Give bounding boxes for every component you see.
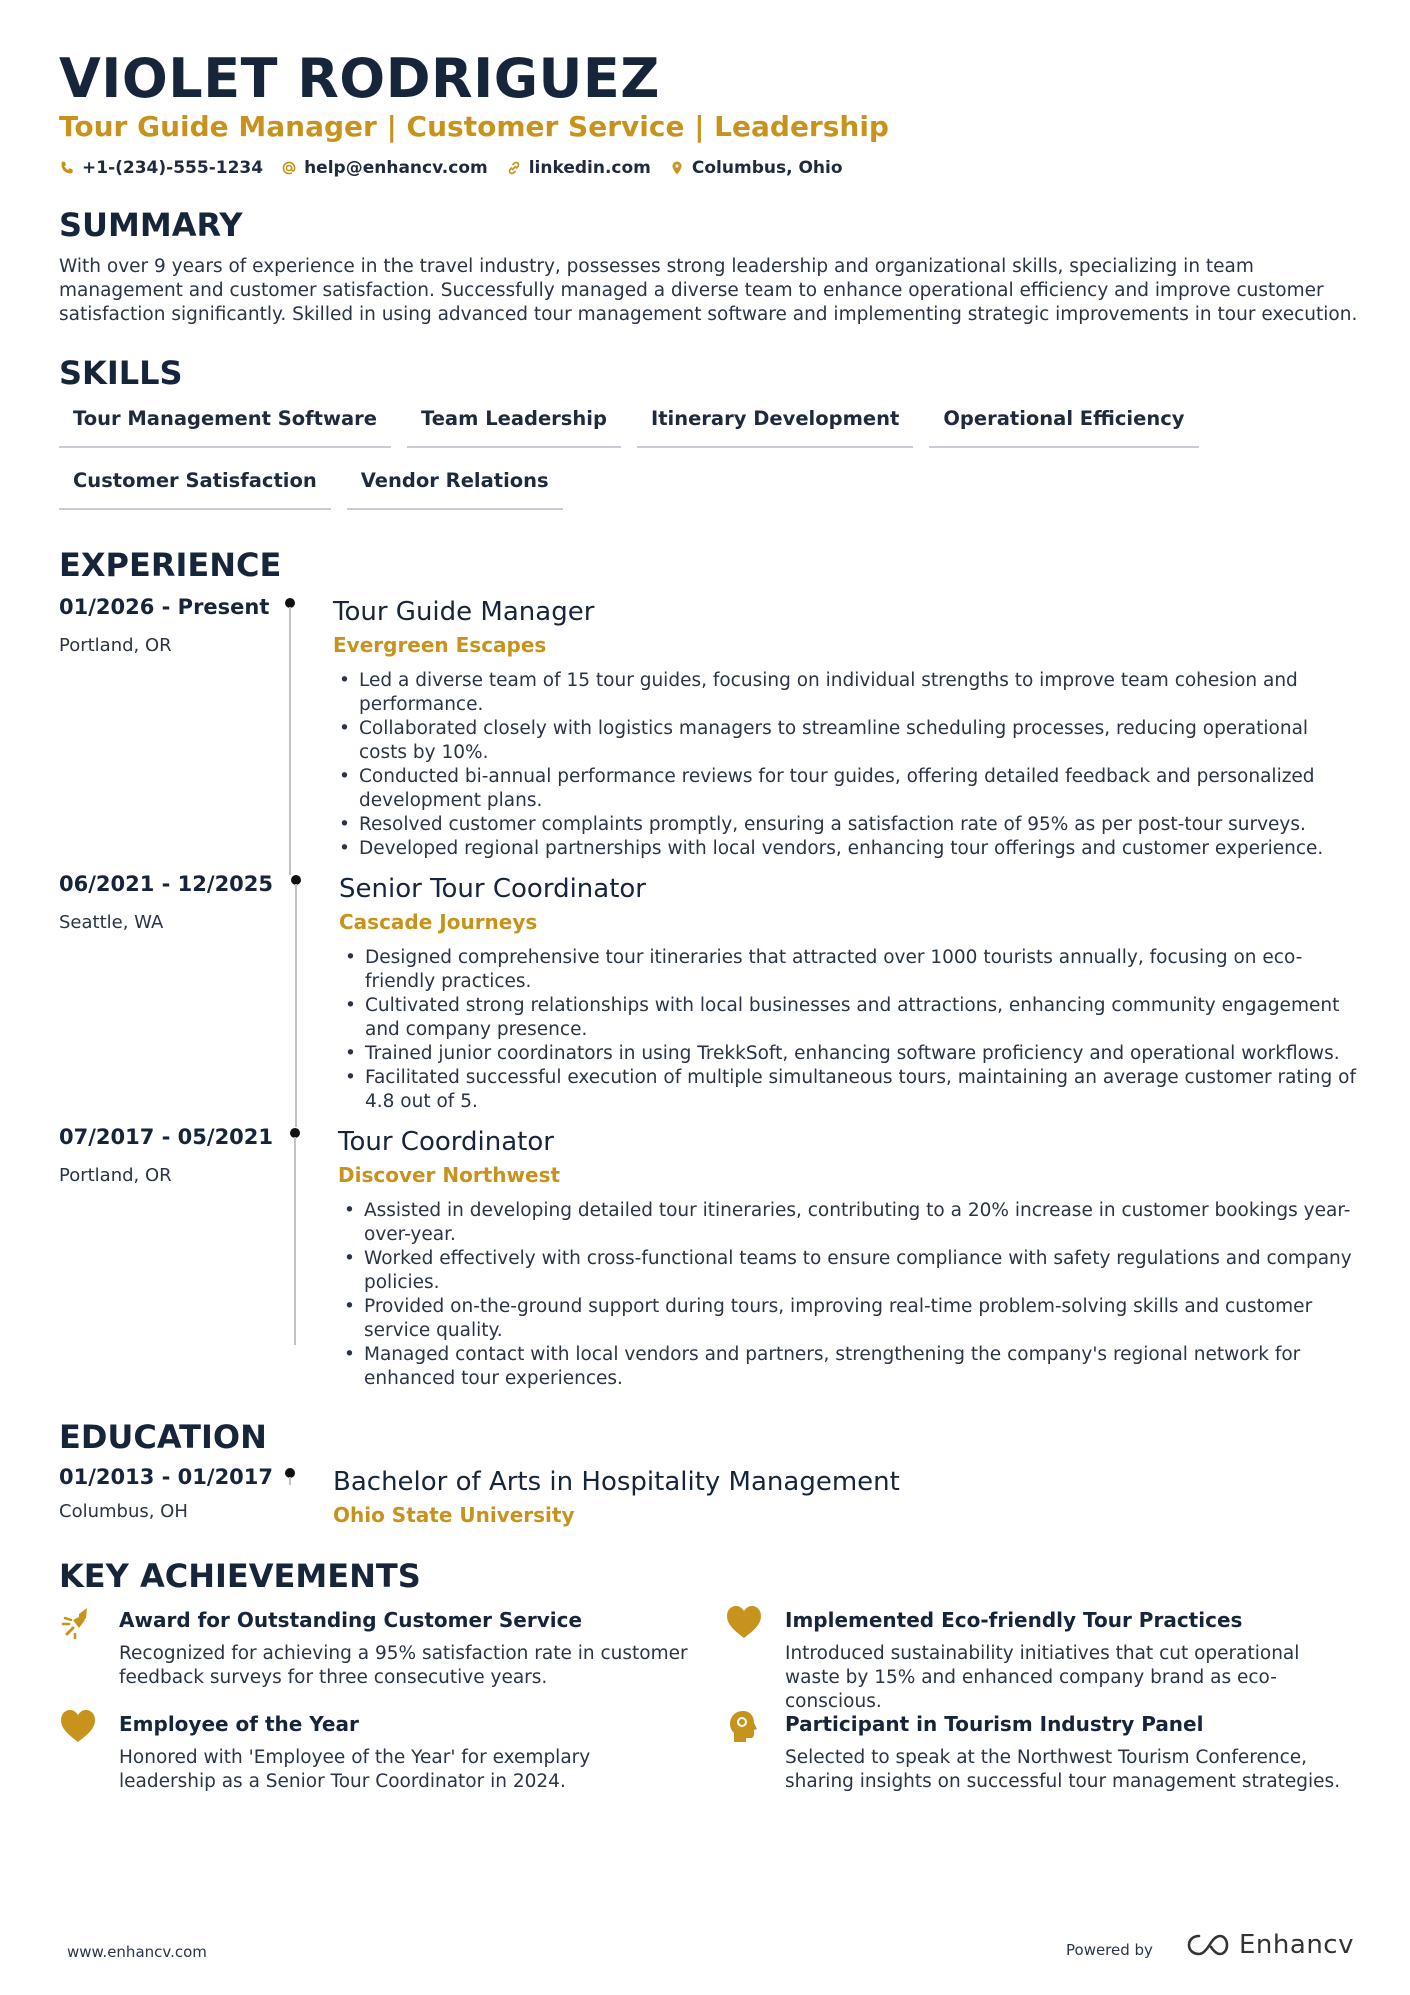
- candidate-headline: Tour Guide Manager | Customer Service | Leadership: [59, 110, 889, 143]
- footer-website[interactable]: www.enhancv.com: [67, 1943, 207, 1961]
- education-degree: Bachelor of Arts in Hospitality Management: [333, 1467, 900, 1497]
- at-icon: [281, 160, 297, 176]
- experience-date: 01/2026 - Present: [59, 595, 270, 619]
- timeline-line: [289, 607, 291, 875]
- location-text: Columbus, Ohio: [691, 158, 843, 178]
- bullet-item: • Assisted in developing detailed tour itineraries, contributing to a 20% increase in customer bookings year-over-year.: [338, 1199, 1359, 1247]
- enhancv-logo-icon: [1185, 1930, 1231, 1960]
- experience-bullets: [333, 669, 1359, 861]
- email-text: help@enhancv.com: [304, 158, 488, 178]
- experience-role: Tour Guide Manager: [333, 597, 595, 627]
- timeline-line: [294, 1137, 296, 1345]
- footer-brand: Enhancv: [1239, 1930, 1354, 1960]
- education-heading: EDUCATION: [59, 1418, 267, 1456]
- achievement-title: Implemented Eco-friendly Tour Practices: [785, 1608, 1243, 1632]
- education-body: [333, 1465, 1359, 1529]
- education-location: Columbus, OH: [59, 1501, 188, 1522]
- bullet-item: • Collaborated closely with logistics managers to streamline scheduling processes, reducing operational costs by 10%.: [333, 717, 1359, 765]
- experience-role: Tour Coordinator: [338, 1127, 554, 1157]
- contact-linkedin[interactable]: [506, 158, 651, 178]
- skill-tag: Operational Efficiency: [929, 402, 1198, 448]
- summary-heading: SUMMARY: [59, 206, 243, 244]
- experience-location: Portland, OR: [59, 1165, 172, 1186]
- experience-body: [338, 1125, 1359, 1391]
- bullet-item: • Worked effectively with cross-functional teams to ensure compliance with safety regulations and company policies.: [338, 1247, 1359, 1295]
- phone-text: +1-(234)-555-1234: [82, 158, 264, 178]
- skills-heading: SKILLS: [59, 354, 183, 392]
- experience-bullets: [339, 946, 1359, 1114]
- skill-tag: Team Leadership: [407, 402, 621, 448]
- bullet-item: • Cultivated strong relationships with local businesses and attractions, enhancing community engagement and company presence.: [339, 994, 1359, 1042]
- contact-location: [669, 158, 843, 178]
- bullet-item: • Led a diverse team of 15 tour guides, focusing on individual strengths to improve team cohesion and performance.: [333, 669, 1359, 717]
- bullet-item: • Provided on-the-ground support during tours, improving real-time problem-solving skills and customer service quality.: [338, 1295, 1359, 1343]
- bullet-item: • Managed contact with local vendors and partners, strengthening the company's regional network for enhanced tour experiences.: [338, 1343, 1359, 1391]
- footer-powered-by: Powered by: [1066, 1941, 1153, 1959]
- linkedin-text: linkedin.com: [528, 158, 651, 178]
- bullet-item: • Conducted bi-annual performance reviews for tour guides, offering detailed feedback and personalized development plans.: [333, 765, 1359, 813]
- experience-date: 06/2021 - 12/2025: [59, 872, 274, 896]
- experience-date: 07/2017 - 05/2021: [59, 1125, 274, 1149]
- contact-phone[interactable]: [59, 158, 263, 178]
- bullet-item: • Designed comprehensive tour itineraries that attracted over 1000 tourists annually, focusing on eco-friendly practices.: [339, 946, 1359, 994]
- experience-body: [339, 872, 1359, 1114]
- skill-tag: Vendor Relations: [347, 464, 563, 510]
- heart-icon: [59, 1708, 97, 1746]
- summary-text: With over 9 years of experience in the travel industry, possesses strong leadership and organizational skills, specializing in team management and customer satisfaction. Successfully managed a diverse team to enhance operational efficiency and improve customer satisfaction significantly. Skilled in using advanced tour management software and implementing strategic improvements in tour execution.: [59, 256, 1358, 325]
- link-icon: [506, 160, 522, 176]
- location-pin-icon: [669, 160, 685, 176]
- resume-page: [59, 0, 1359, 1995]
- achievement-description: Honored with 'Employee of the Year' for exemplary leadership as a Senior Tour Coordinator in 2024.: [119, 1747, 591, 1792]
- phone-icon: [59, 160, 75, 176]
- achievement-description: Introduced sustainability initiatives that cut operational waste by 15% and enhanced company brand as eco-conscious.: [785, 1643, 1300, 1712]
- head-icon: [725, 1708, 763, 1746]
- contact-bar: [59, 158, 843, 178]
- skill-tag: Tour Management Software: [59, 402, 391, 448]
- experience-company: Discover Northwest: [338, 1163, 561, 1187]
- skill-tag: Customer Satisfaction: [59, 464, 331, 510]
- achievement-title: Employee of the Year: [119, 1712, 359, 1736]
- education-date: 01/2013 - 01/2017: [59, 1465, 274, 1489]
- achievement-description: Selected to speak at the Northwest Tourism Conference, sharing insights on successful tour management strategies.: [785, 1747, 1341, 1792]
- rocket-icon: [59, 1604, 97, 1642]
- experience-location: Seattle, WA: [59, 912, 164, 933]
- timeline-line: [295, 884, 297, 1127]
- achievement-title: Award for Outstanding Customer Service: [119, 1608, 583, 1632]
- experience-company: Evergreen Escapes: [333, 633, 547, 657]
- bullet-item: • Facilitated successful execution of multiple simultaneous tours, maintaining an average customer rating of 4.8 out of 5.: [339, 1066, 1359, 1114]
- skills-list: [59, 402, 1359, 510]
- experience-body: [333, 595, 1359, 861]
- experience-heading: EXPERIENCE: [59, 546, 282, 584]
- experience-location: Portland, OR: [59, 635, 172, 656]
- experience-role: Senior Tour Coordinator: [339, 874, 646, 904]
- timeline-line: [289, 1477, 291, 1485]
- experience-bullets: [338, 1199, 1359, 1391]
- achievement-description: Recognized for achieving a 95% satisfaction rate in customer feedback surveys for three consecutive years.: [119, 1643, 688, 1688]
- achievement-title: Participant in Tourism Industry Panel: [785, 1712, 1204, 1736]
- education-school: Ohio State University: [333, 1503, 575, 1527]
- contact-email[interactable]: [281, 158, 488, 178]
- experience-company: Cascade Journeys: [339, 910, 538, 934]
- bullet-item: • Trained junior coordinators in using TrekkSoft, enhancing software proficiency and operational workflows.: [339, 1042, 1359, 1066]
- skill-tag: Itinerary Development: [637, 402, 913, 448]
- heart-icon: [725, 1604, 763, 1642]
- achievements-heading: KEY ACHIEVEMENTS: [59, 1557, 421, 1595]
- footer-logo[interactable]: [1185, 1930, 1354, 1960]
- candidate-name: VIOLET RODRIGUEZ: [59, 47, 660, 110]
- bullet-item: • Resolved customer complaints promptly, ensuring a satisfaction rate of 95% as per post-tour surveys.: [333, 813, 1359, 837]
- bullet-item: • Developed regional partnerships with local vendors, enhancing tour offerings and customer experience.: [333, 837, 1359, 861]
